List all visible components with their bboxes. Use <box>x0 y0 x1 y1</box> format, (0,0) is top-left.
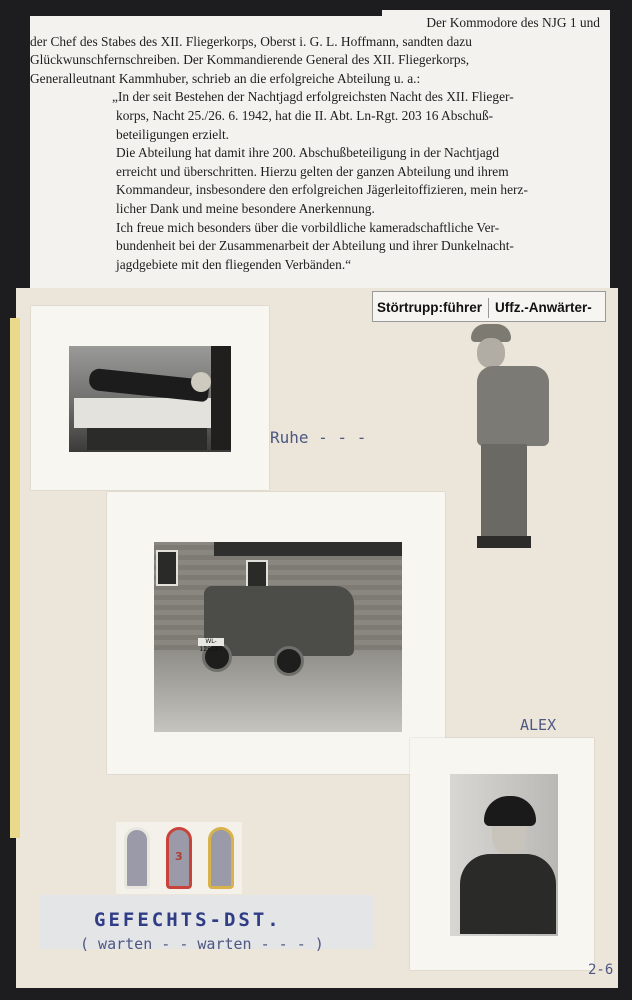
car-wheel <box>274 646 304 676</box>
soldier-face <box>477 338 505 368</box>
board-number: 3 <box>175 850 183 863</box>
clipping-line: Kommandeur, insbesondere den erfolgreichen Jägerleitoffizieren, mein herz- <box>116 182 528 198</box>
clipping-line: jagdgebiete mit den fliegenden Verbänden.“ <box>116 256 352 272</box>
portrait-uniform <box>460 854 556 934</box>
caption-uffz-anwaerter: Uffz.-Anwärter- <box>495 299 592 315</box>
car-plate: WL-125187 <box>199 638 223 653</box>
clipping-line: Ich freue mich besonders über die vorbildliche kameradschaftliche Ver- <box>116 219 500 235</box>
roof <box>214 542 402 556</box>
handwritten-page-number: 2-6 <box>588 962 614 978</box>
clipping-line: Generalleutnant Kammhuber, schrieb an die erfolgreiche Abteilung u. a.: <box>30 70 421 86</box>
clipping-line: korps, Nacht 25./26. 6. 1942, hat die II. Abt. Ln-Rgt. 203 16 Abschuß- <box>116 107 494 123</box>
shoulder-boards-card <box>116 822 242 894</box>
handwritten-ruhe: Ruhe - - - <box>270 428 367 447</box>
soldier-trousers <box>481 444 527 538</box>
caption-stoertruppfuehrer: Störtrupp:führer <box>377 299 482 315</box>
soldier-uniform <box>477 366 549 446</box>
clipping-line: der Chef des Stabes des XII. Fliegerkorps, Oberst i. G. L. Hoffmann, sandten dazu <box>30 33 472 49</box>
caption-divider <box>488 298 489 318</box>
window <box>156 550 178 586</box>
wall <box>211 346 231 450</box>
clipping-line: beteiligungen erzielt. <box>116 126 230 142</box>
soldier-boots <box>477 536 531 548</box>
clipping-line: licher Dank und meine besondere Anerkennung. <box>116 200 375 216</box>
clipping-line: Der Kommodore des NJG 1 und <box>426 15 600 30</box>
shoulder-board <box>208 827 234 889</box>
photo-helmet-portrait <box>450 774 558 936</box>
shoulder-board <box>166 827 192 889</box>
photo-standing-soldier-cutout <box>467 322 557 550</box>
photo-frame-resting <box>31 306 269 490</box>
typed-label-gefechtsstand: GEFECHTS-DST. <box>94 909 282 931</box>
page-edge-strip <box>10 318 20 838</box>
steel-helmet <box>484 796 536 826</box>
clipping-torn-edge <box>30 10 382 16</box>
clipping-line: „In der seit Bestehen der Nachtjagd erfolgreichsten Nacht des XII. Flieger- <box>112 89 514 105</box>
clipping-line: bundenheit bei der Zusammenarbeit der Abteilung und ihrer Dunkelnacht- <box>116 238 514 254</box>
handwritten-warten: ( warten - - warten - - - ) <box>80 935 324 953</box>
clipping-line: erreicht und überschritten. Hierzu gelten der ganzen Abteilung und ihrem <box>116 163 509 179</box>
shoulder-board <box>124 827 150 889</box>
clipping-line: Glückwunschfernschreiben. Der Kommandierende General des XII. Fliegerkorps, <box>30 52 470 68</box>
bench-base <box>87 428 207 450</box>
bench <box>74 398 214 428</box>
photo-frame-helmet <box>410 738 594 970</box>
handwritten-alex: ALEX <box>520 716 557 734</box>
photo-resting-soldier <box>69 346 231 452</box>
caption-label-strip <box>372 291 606 322</box>
photo-military-car <box>154 542 402 732</box>
photo-frame-car <box>107 492 445 774</box>
newspaper-clipping <box>30 10 610 292</box>
figure-head <box>191 372 211 392</box>
clipping-line: Die Abteilung hat damit ihre 200. Abschußbeteiligung in der Nachtjagd <box>116 145 500 161</box>
